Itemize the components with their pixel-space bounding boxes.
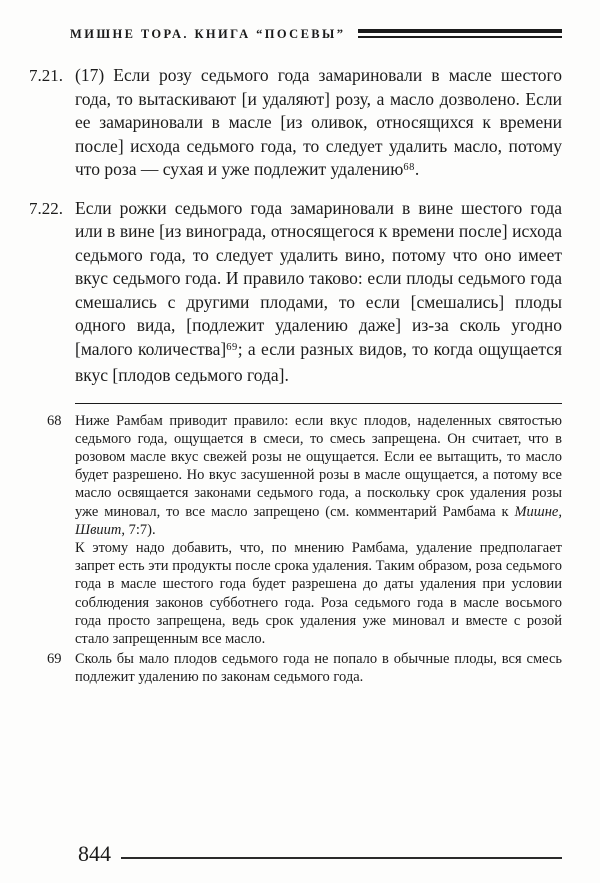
text-run: ; а если разных видов, то когда ощущается вкус [плодов седьмого года]. [75,338,562,385]
footnotes [29,412,562,687]
footnote-ref: 69 [226,341,238,353]
footnotes-block [29,403,562,687]
footnote [47,412,562,649]
footer-rule [121,857,562,859]
running-head-title: МИШНЕ ТОРА. КНИГА “ПОСЕВЫ” [70,27,346,41]
running-head [70,27,562,42]
section-text [75,64,562,185]
section-text [75,197,562,388]
page-number: 844 [78,841,111,866]
text-run: Сколь бы мало плодов седьмого года не попало в обычные плоды, вся смесь подлежит удалению по законам седьмого года. [75,651,562,686]
section-number: 7.21. [29,66,63,85]
footnote-ref: 68 [403,162,415,174]
text-run: , 7:7). [121,521,156,538]
footnote [47,650,562,686]
text-run: Если рожки седьмого года замариновали в вине шестого года или в вине [из винограда, относящегося к времени после] исхода седьмого года, то следует удалить вино, потому что оно имеет вкус седьмого года. И правило таково: если плоды седьмого года смешались с другими плодами, то если [смешались] плоды одного вида, [подлежит удалению даже] из-за сколь угодно [малого количества] [75,197,562,359]
footnote-paragraph [75,650,562,686]
main-text-block [29,64,562,687]
footnote-number: 69 [47,651,62,668]
text-run: (17) Если розу седьмого года замариновали в масле шестого года, то вытаскивают [и удаляют] розу, а масло дозволено. Если ее замариновали в масле [из оливок, относящихся к времени после] исхода седьмого года, то следует удалить масло, потому что роза — сухая и уже подлежит удалению [75,65,562,179]
footnote-text [75,650,562,686]
running-head-double-rule [358,29,562,38]
sections [29,64,562,388]
footnote-number: 68 [47,412,62,429]
footnote-paragraph [75,412,562,539]
text-run: Ниже Рамбам приводит правило: если вкус плодов, наделенных святостью седьмого года, ощущается в смеси, то смесь запрещена. Он считает, что в розовом масле вкус свежей розы не ощущается. Если ее вытащить, то масло будет разрешено. Но вкус засушенной розы в масле ощущается, а потому все масло освящается законами седьмого года, а поскольку срок удаления розы уже миновал, то все масло запрещено (см. комментарий Рамбама к [75,412,562,520]
halacha-section [29,64,562,185]
section-number: 7.22. [29,198,63,218]
footnote-separator-rule [75,403,562,404]
footnote-text [75,412,562,649]
text-run: . [414,159,420,179]
page-footer [29,842,562,866]
footnote-paragraph [75,539,562,648]
halacha-section [29,197,562,388]
text-run: К этому надо добавить, что, по мнению Рамбама, удаление предполагает запрет есть эти продукты после срока удаления. Таким образом, роза седьмого года в масле шестого года будет разрешена до даты удаления при условии соблюдения законов субботнего года. Роза седьмого года в масле восьмого года просто запрещена, ведь срок удаления уже миновал и вместе с розой стало запрещенным все масло. [75,539,562,647]
text-run: Мишне, Швиит [75,503,562,538]
